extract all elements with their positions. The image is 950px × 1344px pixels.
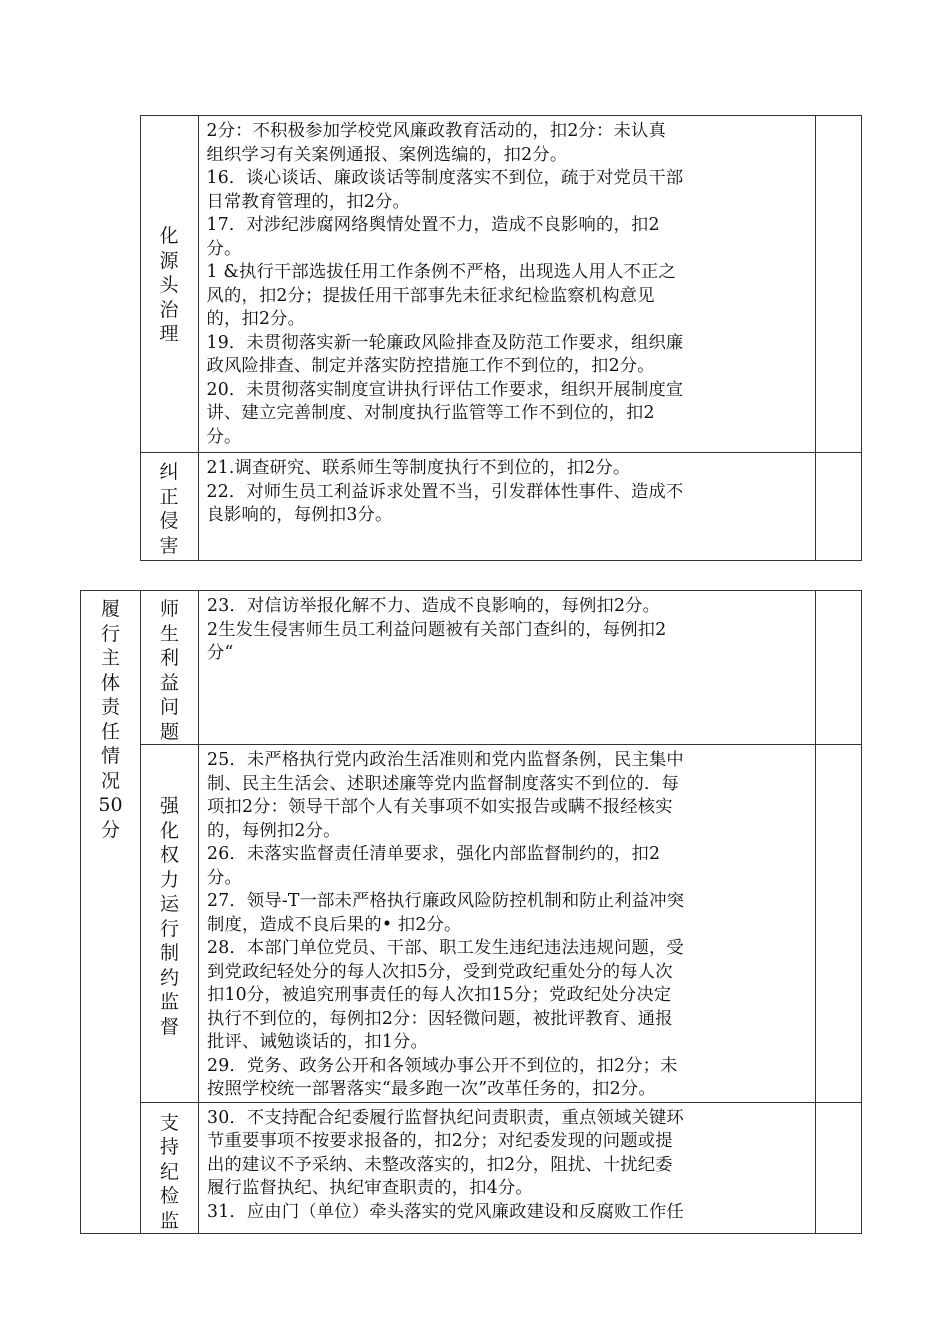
criteria-text: 21.调查研究、联系师生等制度执行不到位的，扣2分。 22．对师生员工利益诉求处置不当，引发群体性事件、造成不 良影响的，每例扣3分。 <box>206 458 684 525</box>
criteria-cell <box>199 1102 816 1234</box>
subcategory-label: 支 持 纪 检 监 <box>159 1111 179 1232</box>
subcategory-label: 化 源 头 治 理 <box>159 225 179 345</box>
table-row <box>81 745 862 1103</box>
table-row <box>80 453 862 561</box>
subcategory-cell <box>140 453 198 561</box>
criteria-cell <box>198 116 816 453</box>
subcategory-cell <box>140 116 198 453</box>
criteria-text: 30．不支持配合纪委履行监督执纪问责职责，重点领域关键环 节重要事项不按要求报备的，扣2分；对纪委发现的问题或提 出的建议不予采纳、未整改落实的，扣2分，阻扰、十扰纪委 履行监督执纪、执纪审查职责的，扣4分。 31．应由门（单位）牵头落实的党风廉政建设和反腐败工作任 <box>207 1107 684 1222</box>
subcategory-label: 纠 正 侵 害 <box>159 461 179 557</box>
score-cell <box>816 116 862 453</box>
score-cell <box>816 1102 862 1234</box>
assessment-table <box>80 590 862 1234</box>
subcategory-label: 师 生 利 益 问 题 <box>159 598 179 743</box>
table-row <box>81 1102 862 1234</box>
subcategory-cell <box>141 745 199 1103</box>
criteria-cell <box>198 453 816 561</box>
criteria-text: 2分：不积极参加学校党风廉政教育活动的，扣2分：未认真 组织学习有关案例通报、案例选编的，扣2分。 16．谈心谈话、廉政谈话等制度落实不到位，疏于对党员干部 日常教育管理的，扣2分。 17．对涉纪涉腐网络舆情处置不力，造成不良影响的，扣2 分。 1 &执行干部选拔任用工作条例不严格，出现选人用人不正之 风的，扣2分；提拔任用干部事先未征求纪检监察机构意见 的，扣2分。 19．未贯彻落实新一轮廉政风险排查及防范工作要求，组织廉 政风险排查、制定并落实防控措施工作不到位的，扣2分。 20．未贯彻落实制度宣讲执行评估工作要求，组织开展制度宣 讲、建立完善制度、对制度执行监管等工作不到位的，扣2 分。 <box>206 121 684 447</box>
table-row <box>80 116 862 453</box>
subcategory-cell <box>141 591 199 745</box>
main-category-cell <box>81 591 141 1234</box>
main-category-cell <box>80 116 140 561</box>
subcategory-cell <box>141 1102 199 1234</box>
criteria-cell <box>199 591 816 745</box>
criteria-cell <box>199 745 816 1103</box>
criteria-text: 25．未严格执行党内政治生活准则和党内监督条例，民主集中 制、民主生活会、述职述廉等党内监督制度落实不到位的．每 项扣2分：领导干部个人有关事项不如实报告或瞒不报经核实 的，每例扣2分。 26．未落实监督责任清单要求，强化内部监督制约的，扣2 分。 27．领导-T一部未严格执行廉政风险防控机制和防止利益冲突 制度，造成不良后果的• 扣2分。 28．本部门单位党员、干部、职工发生违纪违法违规问题，受 到党政纪轻处分的每人次扣5分，受到党政纪重处分的每人次 扣10分，被追究刑事责任的每人次扣15分；党政纪处分决定 执行不到位的，每例扣2分：因轻微问题，被批评教育、通报 批评、诫勉谈话的，扣1分。 29．党务、政务公开和各领域办事公开不到位的，扣2分；未 按照学校统一部署落实“最多跑一次”改革任务的，扣2分。 <box>207 750 685 1099</box>
criteria-text: 23．对信访举报化解不力、造成不良影响的，每例扣2分。 2生发生侵害师生员工利益问题被有关部门查纠的，每例扣2 分“ <box>207 596 667 663</box>
score-cell <box>816 745 862 1103</box>
subcategory-label: 强 化 权 力 运 行 制 约 监 督 <box>159 795 179 1038</box>
main-category-label: 履 行 主 体 责 任 情 况 50 分 <box>98 598 123 841</box>
table-row <box>81 591 862 745</box>
score-cell <box>816 591 862 745</box>
score-cell <box>816 453 862 561</box>
assessment-table-continued <box>80 115 862 561</box>
